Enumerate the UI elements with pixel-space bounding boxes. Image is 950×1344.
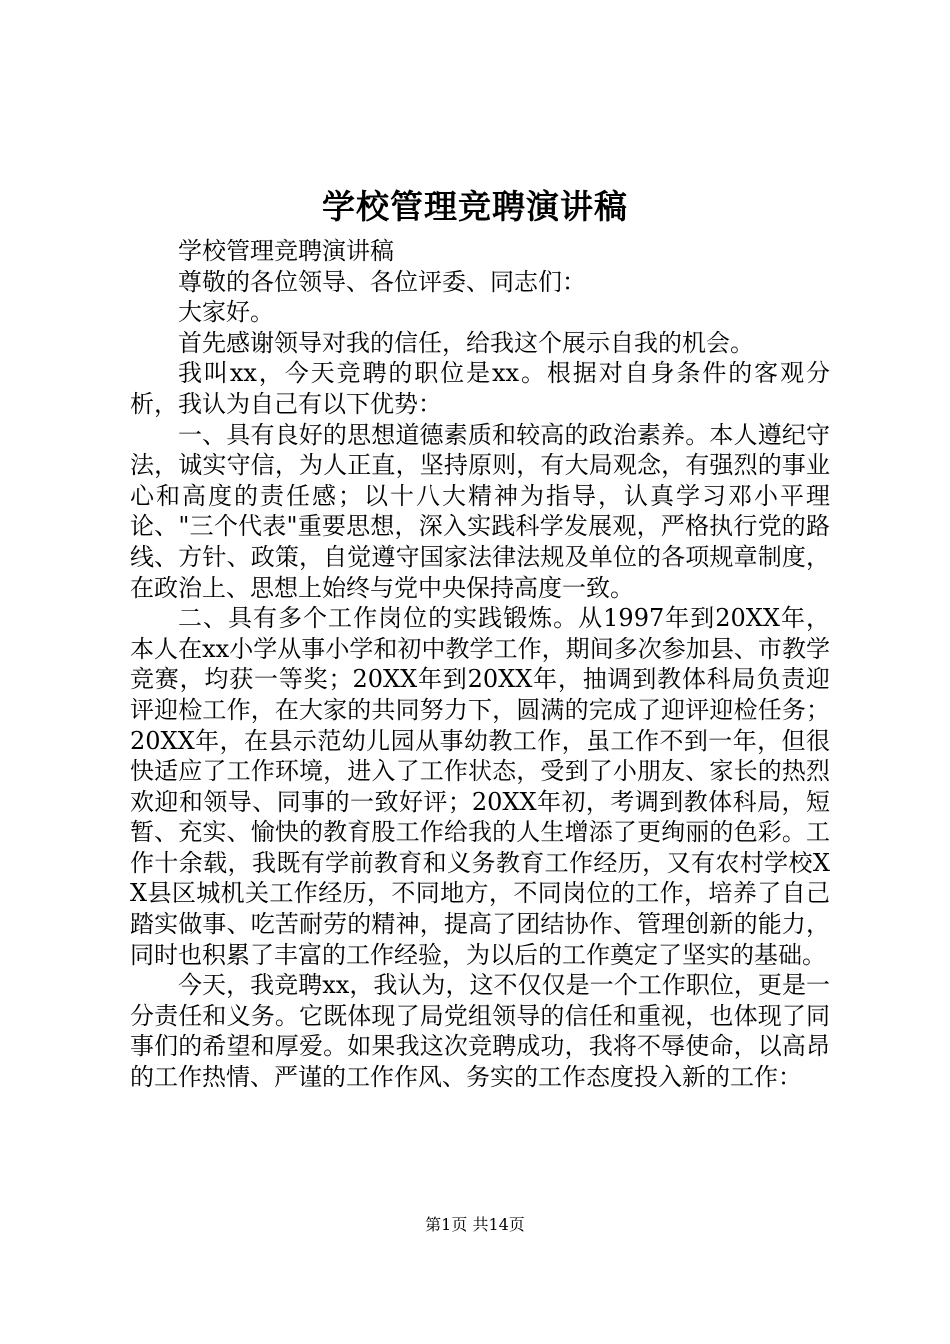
page-footer: 第1页 共14页 xyxy=(425,1215,525,1234)
document-title: 学校管理竞聘演讲稿 xyxy=(322,187,628,226)
paragraph-commitment: 今天，我竞聘xx，我认为，这不仅仅是一个工作职位，更是一分责任和义务。它既体现了局党组领导的信任和重视，也体现了同事们的希望和厚爱。如果我这次竞聘成功，我将不辱使命，以高昂的工作热情、严谨的工作作风、务实的工作态度投入新的工作： xyxy=(130,971,830,1092)
document-body xyxy=(130,236,830,1093)
paragraph-subtitle: 学校管理竞聘演讲稿 xyxy=(178,237,394,265)
paragraph-advantage-one: 一、具有良好的思想道德素质和较高的政治素养。本人遵纪守法，诚实守信，为人正直，坚持原则，有大局观念，有强烈的事业心和高度的责任感；以十八大精神为指导，认真学习邓小平理论、"三个代表"重要思想，深入实践科学发展观，严格执行党的路线、方针、政策，自觉遵守国家法律法规及单位的各项规章制度，在政治上、思想上始终与党中央保持高度一致。 xyxy=(130,420,830,602)
paragraph-greeting: 大家好。 xyxy=(178,298,274,327)
paragraph-advantage-two: 二、具有多个工作岗位的实践锻炼。从1997年到20XX年，本人在xx小学从事小学和初中教学工作，期间多次参加县、市教学竞赛，均获一等奖；20XX年到20XX年，抽调到教体科局负责迎评迎检工作，在大家的共同努力下，圆满的完成了迎评迎检任务；20XX年，在县示范幼儿园从事幼教工作，虽工作不到一年，但很快适应了工作环境，进入了工作状态，受到了小朋友、家长的热烈欢迎和领导、同事的一致好评；20XX年初，考调到教体科局，短暂、充实、愉快的教育股工作给我的人生增添了更绚丽的色彩。工作十余载，我既有学前教育和义务教育工作经历，又有农村学校XX县区城机关工作经历，不同地方，不同岗位的工作，培养了自己踏实做事、吃苦耐劳的精神，提高了团结协作、管理创新的能力，同时也积累了丰富的工作经验，为以后的工作奠定了坚实的基础。 xyxy=(130,604,830,969)
paragraph-salutation: 尊敬的各位领导、各位评委、同志们： xyxy=(178,267,586,296)
paragraph-introduction: 我叫xx，今天竞聘的职位是xx。根据对自身条件的客观分析，我认为自己有以下优势： xyxy=(130,359,830,418)
paragraph-thanks: 首先感谢领导对我的信任，给我这个展示自我的机会。 xyxy=(178,328,754,357)
